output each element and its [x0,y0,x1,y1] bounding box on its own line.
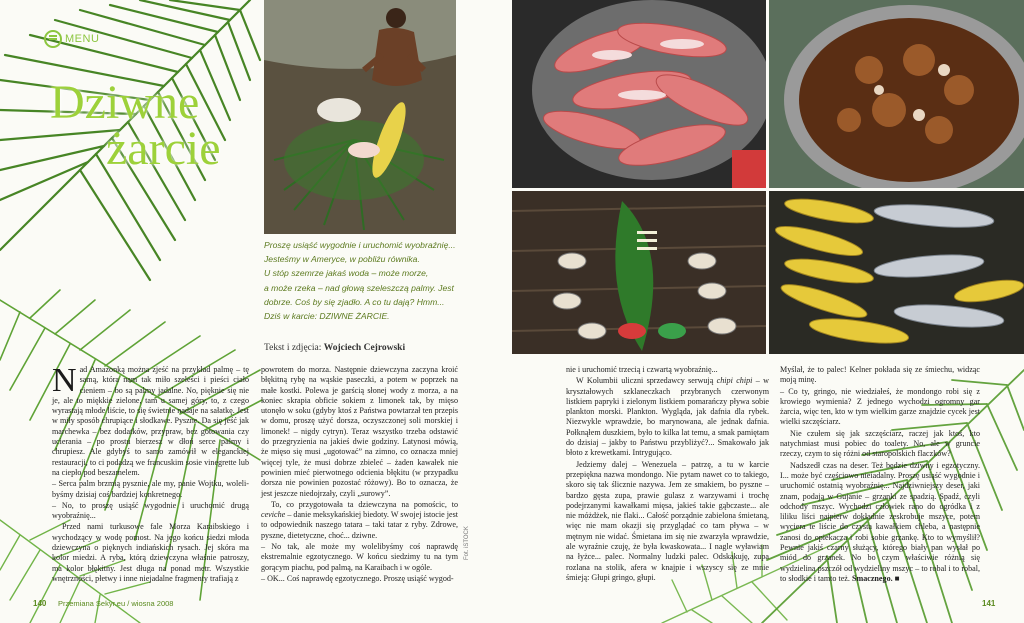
paragraph: W Kolumbii uliczni sprzedawcy serwują chipi chipi – w kryształowych szklaneczkach przybranych czerwonym listkiem papryki i zielonym listkiem pomarańczy pływa sobie plankton morski. Plankton. Wygląda, jak dafnia dla rybek. Niezwykle wprawdzie, bo marynowana, ale jednak dafnia. Połknąłem duszkiem, było to kilka lat temu, a smak pamiętam do dzisiaj – jakby to Państwu przybliżyć?... Smakowało jak błoto z krewetkami. Intrygująco. [566,376,769,458]
paragraph: Nadszedł czas na deser. Też będzie dziwny i egzotyczny. I... może być częściowo nieiadalny. Proszę usiąść wygodnie i uruchomić ostatnią wyobraźnię... Najdziwniejszy deser, jaki znam, podają w Gujanie – grzanki ze spadzią. Spadź, czyli odchody mszyc. Wychodzi człowiek rano do ogródka i z liliku liści najpierw dokładnie zeskrobuje mszyce, potem wyciera te liście do czysta kawałkiem chleba, a następnie zanosi do opiekacza i robi sobie grzankę. Kto to wymyślił? Pewnie jakiś czarny służący, którego biały pan wysłał po miód do grzanek. No bo czym właściwie różnią się wydzielina pszczół od wydzieliny mszyc – to robal i to robal, to słodkie i tamto też. Smacznego. ■ [780,460,980,583]
photo-red-fish-basket [512,0,766,188]
lead-line: Jesteśmy w Ameryce, w pobliżu równika. [264,254,420,265]
byline-prefix: Tekst i zdjęcia: [264,343,324,353]
photo-fisherman-beach [264,0,456,234]
end-mark-icon: ■ [894,573,900,583]
title-line-2: żarcie [106,122,221,175]
stew-image [769,0,1024,188]
paragraph: – OK... Coś naprawdę egzotycznego. Proszę usiąść wygod- [261,573,454,583]
footer-magazine: Przemiana Sekyr.eu / wiosna 2008 [58,599,174,608]
photo-grilled-fish-bananas [769,191,1024,354]
red-fish-image [512,0,766,188]
fisherman-image [264,0,456,234]
paragraph: Przed nami turkusowe fale Morza Karaibskiego i wychodzący w wodę pomost. Na jego końcu siedzi młoda dziewczyna o pięknych indiańskich rysach. Jej skóra ma kolor miedzi. A ryba, którą dziewczyna właśnie patroszy, ma kolor błękitny. Jest długa na ponad metr. Wszystkie wnętrzności, płetwy i inne niejadalne fragmenty trafiają z [52,522,249,583]
paragraph: – No, to proszę usiąść wygodnie i uruchomić drugą wyobraźnię... [52,500,249,521]
lead-line: U stóp szemrze jakaś woda – może morze, [264,268,429,279]
photo-stew-pot [769,0,1024,188]
lead-line: a może rzeka – nad głową szeleszczą palmy. Jest [264,282,454,293]
paragraph: Jedziemy dalej – Wenezuela – patrzę, a tu w karcie przepiękna nazwa mondongo. Nie pytam nawet co to takiego, skoro się tak ślicznie nazywa. Jem ze smakiem, bo pyszne – bardzo gęsta zupa, prawie gulasz z warzywami i trochę podejrzanymi kawałkami mięsa, jakieś takie gąbczaste... ale nie móżdżek, nie flaki... Całość porządnie zabielona śmietaną, więc nie mam okazji się przyglądać co tam pływa – w mętnym nie widać. Śmietana im się nie zwarzyła wprawdzie, ale wyraźnie czuję, że była kwaskowata... I nagle wyławiam na łyżce... palec. Normalny ludzki palec. Odskakuję, zupa rozlana na stolik, afera w knajpie i wszyscy się ze mnie śmieją: Głupi gringo, głupi. [566,459,769,582]
byline [264,343,405,353]
paragraph: Nad Amazonką można zjeść na przykład palmę – tę samą, która nam tak miło szeleści i pieści ciało cieniem – bo są palmy jadalne. No, pięknie się nie je, ale to miękkie zielone, tam u samej góry, to, z czego wyrastają młode liście, to się świetnie nadaje na sałatkę. Jest w miły sposób chrupiące i słodkawe. Pyszne. Da się jeść jak marchewka – bez dodatków, przypraw, bez gotowania czy ucierania – po prostu bierzesz w dłoń serce palmy i chrupiesz. Ale gdybyś to samo zamówił w eleganckiej restauracji, to ci podadzą we francuskim sosie vinegrette lub na ciepło pod beszamelem. [52,362,249,477]
text-column-3 [566,365,769,584]
photo-bowls-on-table [512,191,766,354]
article-title [50,76,221,175]
section-label [44,30,99,48]
title-line-1: Dziwne [50,76,200,129]
article-lead [264,238,464,323]
lead-line: Dziś w karcie: DZIWNE ŻARCIE. [264,311,390,322]
menu-circle-icon [44,30,62,48]
section-label-text: MENU [65,33,100,45]
text-column-4 [780,365,980,585]
paragraph: To, co przygotowała ta dziewczyna na pomościc, to ceviche – danie meksykańskiej biedoty. W swojej istocie jest to odpowiednik naszego tatara – taki tatar z ryby. Zdrowe, pyszne, dietetyczne, choć... dziwne. [261,499,458,540]
text-column-2 [261,365,458,585]
paragraph: – No tak, ale może my wolelibyśmy coś naprawdę ekstremalnie egzotycznego. W końcu siedzimy tu na tym gorącym piachu, pod palmą, na Karaibach i w ogóle. [261,542,458,572]
byline-author: Wojciech Cejrowski [323,343,406,353]
photo-credit: Fot. iSTOCK [464,526,470,560]
paragraph: nie i uruchomić trzecią i czwartą wyobraźnię... [566,365,718,374]
paragraph: – Serca palm brzmią pysznie, ale my, panie Wojtku, wolelibyśmy dzisiaj coś bardziej konkretnego. [52,479,249,499]
text-column-1 [52,362,249,585]
sign-off: Smacznego. [851,573,893,583]
paragraph: – Co ty, gringo, nie wiedziałeś, że mondongo robi się z krowiego wymienia? Z jednego wychodzi ogromny gar żarcia, więc ten, kto w tym wielkim garze znajdzie cycek jest wielki szczęściarz. [780,386,980,427]
drop-cap: N [52,362,77,399]
paragraph: powrotem do morza. Następnie dziewczyna zaczyna kroić błękitną rybę na wąskie paseczki, a potem w poprzek na małe kostki. Polewa je garścią słonej wody z morza, a na koniec skrapia obficie sokiem z limonek tak, by mięso utonęło w soku (gdyby ktoś z Państwa powtarzał ten przepis w domu, proszę użyć dorsza, oczyszczonej soli morskiej i limonek! – nigdy cytryn). Teraz wszystko trzeba odstawić do przegryzienia na jakieś dwie godziny. Latynosi mówią, że mięso się musi „ugotować” na zimno, co oznacza mniej więcej tyle, że musi dobrze zbieleć – żaden kawałek nie powinien mieć pierwotnego odcienia błękitu (w przypadku dorsza nie powinien pozostać różowy). Bo to oznacza, że jest jeszcze niedojrzały, czyli „surowy”. [261,365,458,498]
paragraph: Myślał, że to palec! Kelner pokłada się ze śmiechu, widząc moją minę. [780,365,980,385]
bowls-image [512,191,766,354]
lead-line: dobrze. Coś by się zjadło. A co tu dają? Hmm... [264,296,445,307]
lead-line: Proszę usiąść wygodnie i uruchomić wyobraźnię... [264,240,456,250]
grill-image [769,191,1024,354]
paragraph: Nie czułem się jak szczęściarz, raczej jak ktoś, kto natychmiast musi pobiec do toalety. No, ale w gruncie rzeczy, czym to się różni od staropolskich flaczków? [780,428,980,459]
right-page [512,0,1024,623]
page-number-right: 141 [982,599,996,608]
page-number-left: 140 [33,599,47,608]
